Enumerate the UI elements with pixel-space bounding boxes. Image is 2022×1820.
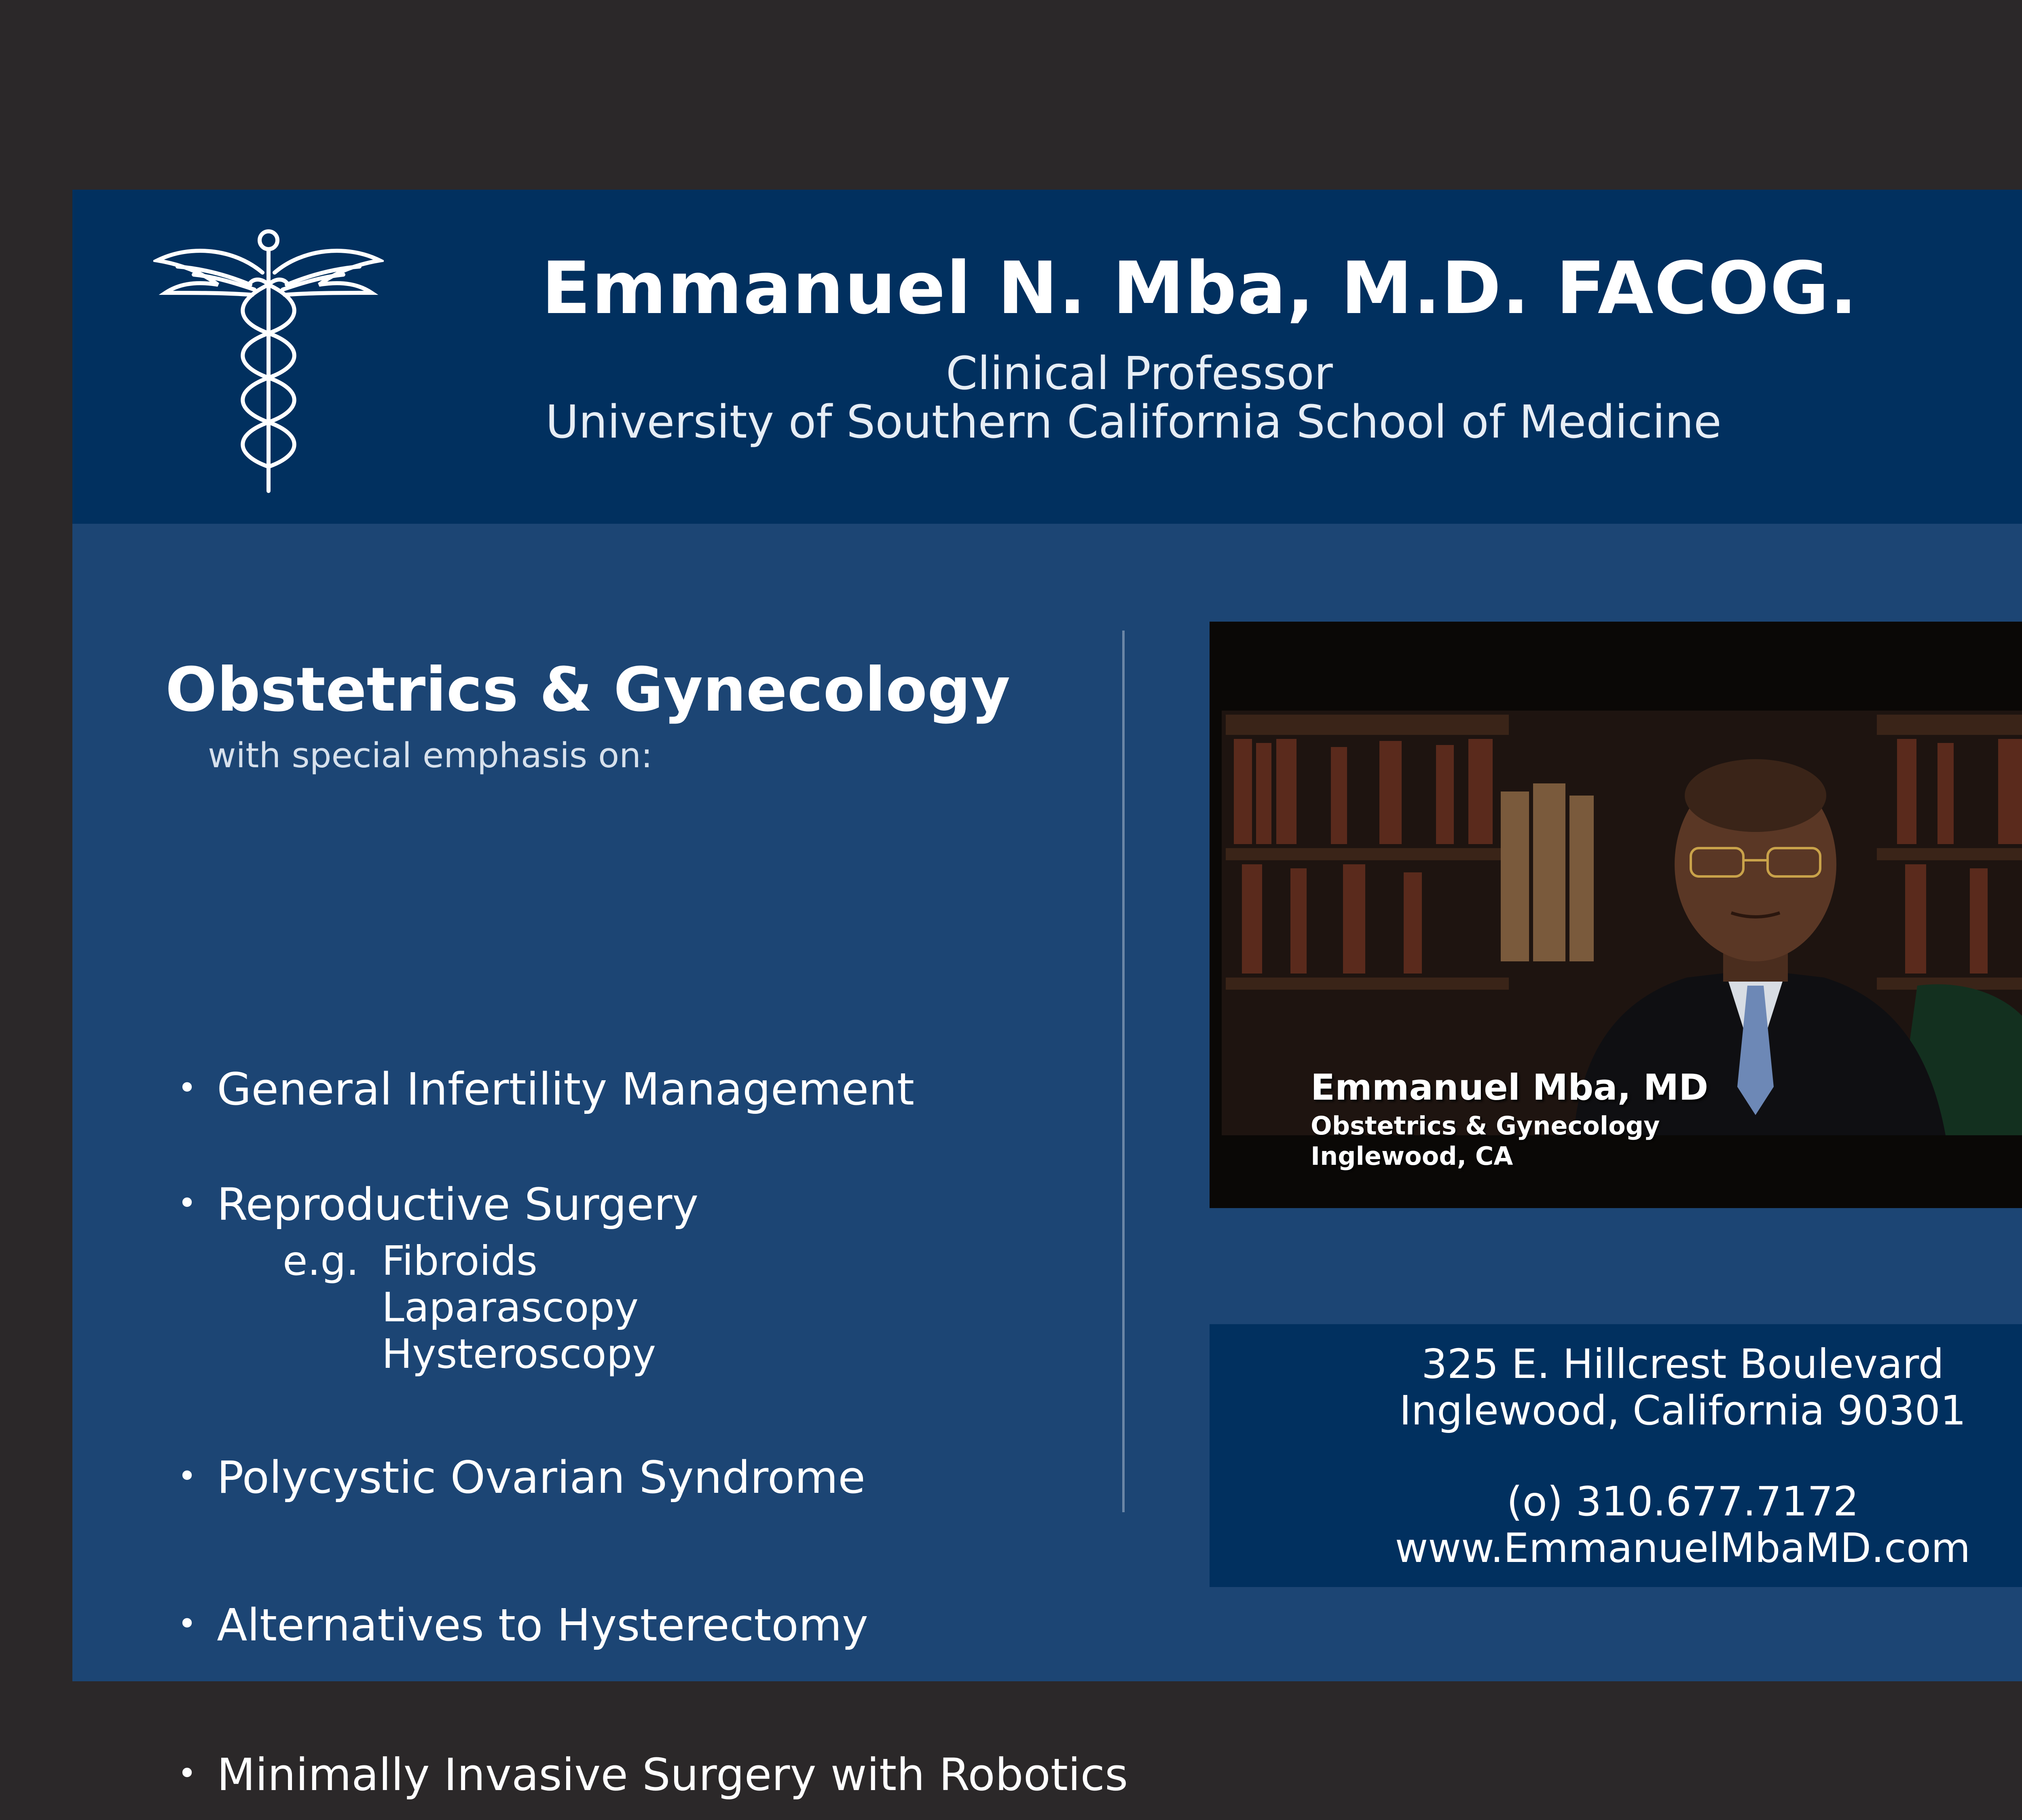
service-label: Minimally Invasive Surgery with Robotics (217, 1749, 1128, 1801)
video-caption-name: Emmanuel Mba, MD (1311, 1067, 1709, 1108)
specialty-heading: Obstetrics & Gynecology (165, 655, 1011, 725)
doctor-name: Emmanuel N. Mba, M.D. FACOG. (541, 246, 1858, 330)
surgery-example: Laparascopy (382, 1284, 639, 1331)
city-address: Inglewood, California 90301 (1399, 1387, 1966, 1434)
caduceus-icon (153, 224, 384, 499)
bullet-icon: • (178, 1605, 197, 1642)
vertical-divider (1122, 631, 1125, 1512)
doctor-school: University of Southern California School of Medicine (546, 396, 1722, 449)
service-item (178, 1179, 698, 1230)
service-item (178, 1599, 868, 1651)
video-caption-location: Inglewood, CA (1311, 1141, 1513, 1171)
service-item (178, 1063, 914, 1115)
doctor-title: Clinical Professor (946, 347, 1333, 400)
example-label: e.g. (283, 1237, 359, 1285)
video-player[interactable] (1210, 622, 2022, 1208)
service-item (178, 1452, 865, 1503)
service-label: Reproductive Surgery (217, 1179, 699, 1230)
service-label: General Infertility Management (217, 1063, 915, 1115)
bullet-icon: • (178, 1457, 197, 1495)
website-link[interactable]: www.EmmanuelMbaMD.com (1395, 1524, 1971, 1572)
bullet-icon: • (178, 1069, 197, 1107)
surgery-example: Fibroids (382, 1237, 537, 1285)
service-label: Polycystic Ovarian Syndrome (217, 1452, 865, 1503)
header (72, 190, 2022, 524)
bullet-icon: • (178, 1754, 197, 1792)
street-address: 325 E. Hillcrest Boulevard (1421, 1340, 1944, 1388)
video-caption-specialty: Obstetrics & Gynecology (1311, 1111, 1660, 1141)
bullet-icon: • (178, 1184, 197, 1222)
service-item (178, 1749, 1128, 1801)
surgery-example: Hysteroscopy (382, 1330, 656, 1378)
contact-box (1210, 1324, 2022, 1587)
emphasis-label: with special emphasis on: (208, 736, 653, 776)
office-phone: (o) 310.677.7172 (1506, 1478, 1859, 1525)
service-label: Alternatives to Hysterectomy (217, 1599, 868, 1651)
